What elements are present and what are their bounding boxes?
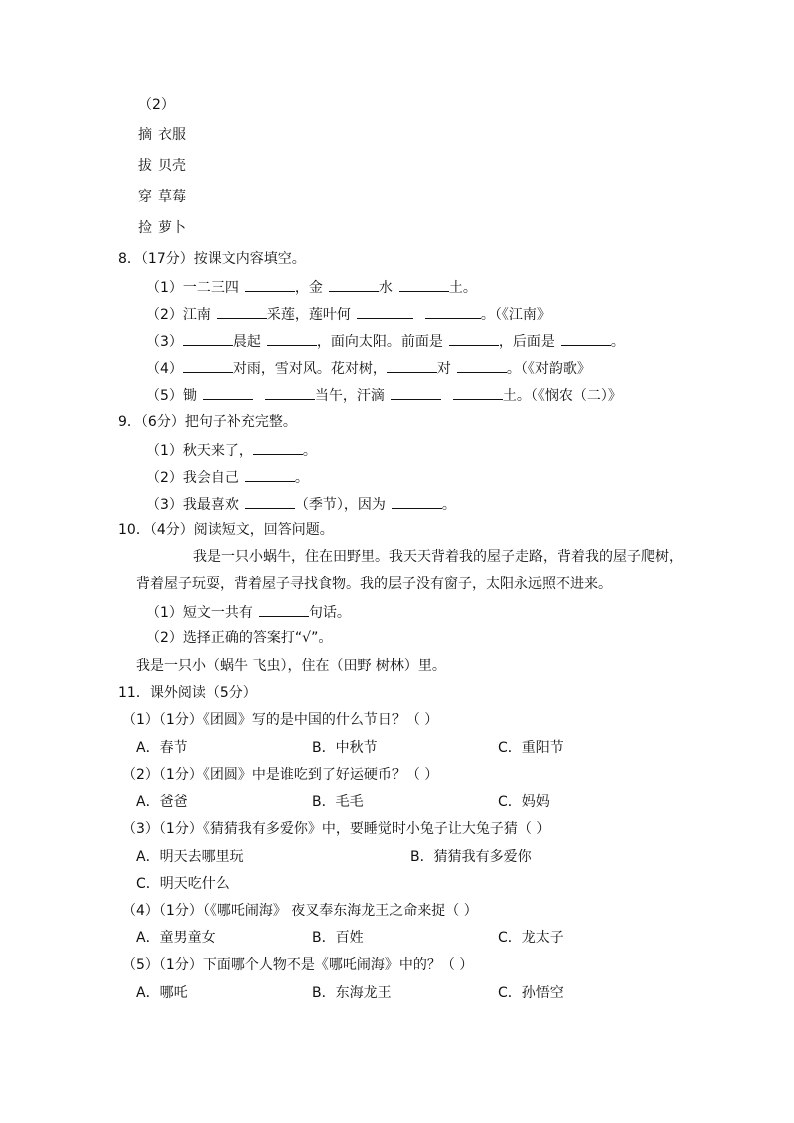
text: 。 bbox=[610, 334, 625, 350]
q11-3-option-c[interactable]: C．明天吃什么 bbox=[136, 876, 230, 892]
answer-blank[interactable] bbox=[391, 385, 441, 400]
q11-1-option-c[interactable]: C．重阳节 bbox=[498, 740, 564, 756]
q11-2-option-a[interactable]: A．爸爸 bbox=[136, 794, 188, 810]
text: ，金 bbox=[294, 280, 323, 296]
text: 土。 bbox=[448, 280, 477, 296]
q7-row-1 bbox=[138, 126, 186, 144]
text: ，后面是 bbox=[498, 334, 555, 350]
answer-blank[interactable] bbox=[245, 467, 295, 482]
text: （2）江南 bbox=[146, 307, 211, 323]
text: （1）短文一共有 bbox=[146, 605, 253, 621]
q7-part-label: （2） bbox=[138, 97, 175, 113]
text: （2）我会自己 bbox=[146, 470, 239, 486]
answer-blank[interactable] bbox=[457, 358, 507, 373]
answer-blank[interactable] bbox=[183, 358, 233, 373]
answer-blank[interactable] bbox=[259, 602, 309, 617]
q11-1-option-a[interactable]: A．春节 bbox=[136, 740, 188, 756]
answer-blank[interactable] bbox=[267, 331, 317, 346]
text: 。（《对韵歌》 bbox=[506, 361, 591, 377]
q10-sub-2: （2）选择正确的答案打“√”。 bbox=[146, 630, 333, 646]
q11-4-option-b[interactable]: B．百姓 bbox=[312, 930, 364, 946]
q8-line-5 bbox=[146, 385, 622, 405]
text: （1）秋天来了， bbox=[146, 443, 253, 459]
q7-noun: 贝壳 bbox=[158, 158, 186, 174]
text: （4） bbox=[146, 361, 183, 377]
q11-heading: 11．课外阅读（5分） bbox=[118, 685, 257, 701]
text: （5）锄 bbox=[146, 388, 197, 404]
text: 对雨，雪对风。花对树， bbox=[232, 361, 387, 377]
q11-4-option-a[interactable]: A．童男童女 bbox=[136, 930, 216, 946]
text: 。 bbox=[302, 443, 317, 459]
text: 对 bbox=[436, 361, 451, 377]
answer-blank[interactable] bbox=[245, 277, 295, 292]
q11-4-option-c[interactable]: C．龙太子 bbox=[498, 930, 564, 946]
answer-blank[interactable] bbox=[357, 304, 413, 319]
q7-verb: 穿 bbox=[138, 189, 152, 205]
q10-passage-line-1: 我是一只小蜗牛，住在田野里。我天天背着我的屋子走路，背着我的屋子爬树， bbox=[193, 549, 683, 565]
q8-line-3 bbox=[146, 331, 625, 351]
q11-3-option-a[interactable]: A．明天去哪里玩 bbox=[136, 849, 244, 865]
q10-sub-1 bbox=[146, 602, 351, 622]
q11-5-option-c[interactable]: C．孙悟空 bbox=[498, 985, 564, 1001]
answer-blank[interactable] bbox=[387, 358, 437, 373]
q11-2-option-b[interactable]: B．毛毛 bbox=[312, 794, 364, 810]
text: 土。（《悯农（二）》 bbox=[502, 388, 622, 404]
answer-blank[interactable] bbox=[203, 385, 253, 400]
q9-line-3 bbox=[146, 494, 456, 514]
q9-line-2 bbox=[146, 467, 309, 487]
q11-question-1: （1）（1分）《团圆》写的是中国的什么节日？（ ） bbox=[122, 712, 439, 728]
text: 当午，汗滴 bbox=[314, 388, 385, 404]
q8-heading: 8．（17分）按课文内容填空。 bbox=[118, 251, 306, 267]
answer-blank[interactable] bbox=[245, 494, 295, 509]
q11-1-option-b[interactable]: B．中秋节 bbox=[312, 740, 378, 756]
q7-row-2 bbox=[138, 157, 186, 175]
q7-noun: 草莓 bbox=[158, 189, 186, 205]
q7-verb: 拔 bbox=[138, 158, 152, 174]
q11-question-2: （2）（1分）《团圆》中是谁吃到了好运硬币？（ ） bbox=[122, 767, 439, 783]
answer-blank[interactable] bbox=[183, 331, 233, 346]
answer-blank[interactable] bbox=[265, 385, 315, 400]
q11-question-4: （4）（1分）（《哪吒闹海》 夜叉奉东海龙王之命来捉（ ） bbox=[122, 903, 478, 919]
q7-row-4 bbox=[138, 219, 186, 237]
text: 。 bbox=[441, 497, 456, 513]
text: （季节），因为 bbox=[294, 497, 386, 513]
q8-line-2 bbox=[146, 304, 551, 324]
text: 晨起 bbox=[232, 334, 261, 350]
answer-blank[interactable] bbox=[449, 331, 499, 346]
answer-blank[interactable] bbox=[253, 440, 303, 455]
answer-blank[interactable] bbox=[392, 494, 442, 509]
q11-question-5: （5）（1分）下面哪个人物不是《哪吒闹海》中的？（ ） bbox=[122, 957, 474, 973]
q10-passage-line-2: 背着屋子玩耍，背着屋子寻找食物。我的层子没有窗子，太阳永远照不进来。 bbox=[136, 576, 612, 592]
text: （1）一二三四 bbox=[146, 280, 239, 296]
q9-heading: 9．（6分）把句子补充完整。 bbox=[118, 414, 297, 430]
text: 采莲，莲叶何 bbox=[266, 307, 351, 323]
q11-2-option-c[interactable]: C．妈妈 bbox=[498, 794, 550, 810]
q8-line-4 bbox=[146, 358, 591, 378]
answer-blank[interactable] bbox=[425, 304, 481, 319]
answer-blank[interactable] bbox=[329, 277, 379, 292]
q10-heading: 10．（4分）阅读短文，回答问题。 bbox=[118, 522, 334, 538]
text: 。（《江南》 bbox=[480, 307, 551, 323]
q10-sub-3: 我是一只小（蜗牛 飞虫），住在（田野 树林）里。 bbox=[136, 658, 446, 674]
text: （3） bbox=[146, 334, 183, 350]
q11-5-option-a[interactable]: A．哪吒 bbox=[136, 985, 188, 1001]
text: 。 bbox=[294, 470, 309, 486]
q7-verb: 捡 bbox=[138, 220, 152, 236]
text: （3）我最喜欢 bbox=[146, 497, 239, 513]
q7-noun: 萝卜 bbox=[158, 220, 186, 236]
q11-3-option-b[interactable]: B．猜猜我有多爱你 bbox=[410, 849, 532, 865]
q11-question-3: （3）（1分）《猜猜我有多爱你》中，要睡觉时小兔子让大兔子猜（ ） bbox=[122, 821, 551, 837]
text: ，面向太阳。前面是 bbox=[316, 334, 443, 350]
answer-blank[interactable] bbox=[217, 304, 267, 319]
q7-verb: 摘 bbox=[138, 127, 152, 143]
answer-blank[interactable] bbox=[561, 331, 611, 346]
q11-5-option-b[interactable]: B．东海龙王 bbox=[312, 985, 392, 1001]
q7-row-3 bbox=[138, 188, 186, 206]
answer-blank[interactable] bbox=[399, 277, 449, 292]
text: 句话。 bbox=[308, 605, 351, 621]
q9-line-1 bbox=[146, 440, 317, 460]
text: 水 bbox=[378, 280, 393, 296]
q8-line-1 bbox=[146, 277, 477, 297]
answer-blank[interactable] bbox=[453, 385, 503, 400]
q7-noun: 衣服 bbox=[158, 127, 186, 143]
